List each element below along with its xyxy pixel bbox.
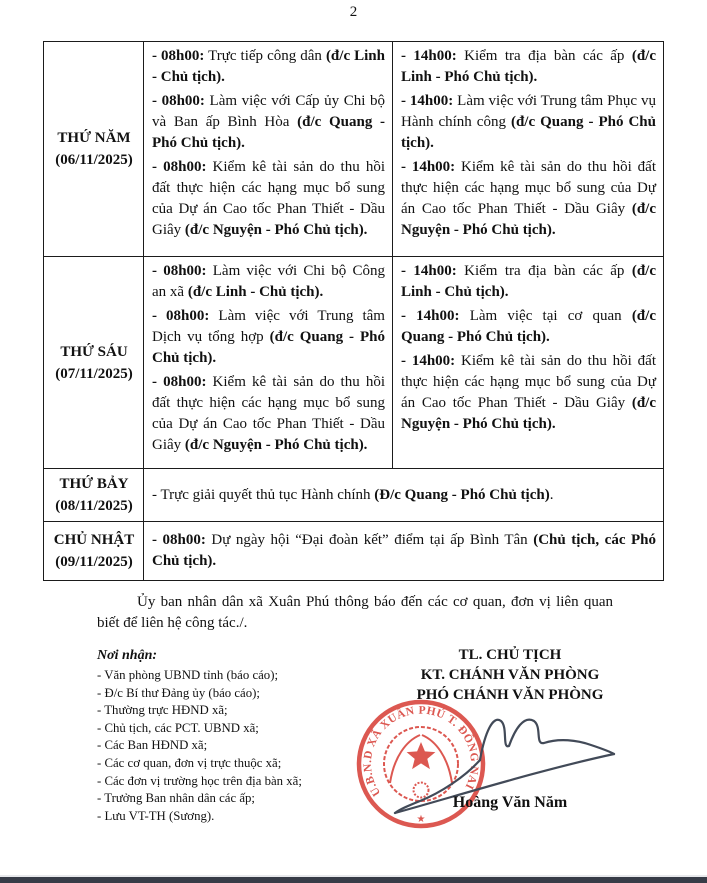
schedule-cell	[393, 257, 664, 469]
signature-title-line: PHÓ CHÁNH VĂN PHÒNG	[416, 687, 604, 703]
schedule-entry: - 14h00: Kiểm tra địa bàn các ấp (đ/c Linh - Phó Chủ tịch).	[401, 48, 656, 85]
signature-title-line: TL. CHỦ TỊCH	[458, 647, 562, 663]
schedule-entry: - 08h00: Làm việc với Trung tâm Dịch vụ tổng hợp (đ/c Quang - Phó Chủ tịch).	[152, 308, 386, 366]
seal-text: U.B.N.D XÃ XUÂN PHÚ T. ĐỒNG NAI	[361, 704, 481, 799]
schedule-cell	[144, 42, 393, 257]
schedule-cell	[144, 469, 664, 522]
schedule-table	[43, 41, 664, 581]
schedule-cell	[144, 522, 664, 581]
schedule-entry: - 08h00: Trực tiếp công dân (đ/c Linh - Chủ tịch).	[152, 48, 385, 85]
schedule-entry: - 08h00: Làm việc với Chi bộ Công an xã (đ/c Linh - Chủ tịch).	[152, 263, 385, 300]
table-row	[44, 469, 664, 522]
schedule-cell	[144, 257, 393, 469]
signer-name: Hoàng Văn Năm	[452, 794, 568, 811]
schedule-entry: - 14h00: Kiểm kê tài sản do thu hồi đất thực hiện các hạng mục bổ sung của Dự án Cao tốc Phan Thiết - Dầu Giây (đ/c Nguyện - Phó Chủ tịch).	[401, 353, 656, 432]
schedule-entry: - 14h00: Làm việc tại cơ quan (đ/c Quang - Phó Chủ tịch).	[401, 308, 656, 345]
signature-title-line: KT. CHÁNH VĂN PHÒNG	[420, 667, 600, 683]
table-row	[44, 522, 664, 581]
recipient-item: - Đ/c Bí thư Đảng ủy (báo cáo);	[97, 685, 260, 700]
recipient-item: - Văn phòng UBND tỉnh (báo cáo);	[97, 668, 279, 682]
recipient-item: - Lưu VT-TH (Sương).	[97, 808, 215, 823]
recipients-title: Nơi nhận:	[97, 648, 158, 663]
recipient-item: - Các Ban HĐND xã;	[97, 738, 208, 753]
recipients-block	[97, 647, 357, 825]
seal-star-glyph: ★	[416, 814, 426, 825]
handwritten-signature	[345, 685, 635, 840]
schedule-entry: - 14h00: Làm việc với Trung tâm Phục vụ Hành chính công (đ/c Quang - Phó Chủ tịch).	[401, 93, 656, 151]
schedule-entry: - 08h00: Kiểm kê tài sản do thu hồi đất thực hiện các hạng mục bổ sung của Dự án Cao tốc Phan Thiết - Dầu Giây (đ/c Nguyện - Phó Chủ tịch).	[152, 374, 385, 453]
recipient-item: - Các cơ quan, đơn vị trực thuộc xã;	[97, 755, 282, 770]
day-date: (06/11/2025)	[55, 152, 133, 168]
day-label: THỨ NĂM	[57, 130, 131, 146]
schedule-entry: - 14h00: Kiểm tra địa bàn các ấp (đ/c Linh - Chủ tịch).	[401, 263, 656, 300]
closing-paragraph: Ủy ban nhân dân xã Xuân Phú thông báo đến các cơ quan, đơn vị liên quan biết để liên hệ công tác./.	[97, 594, 613, 631]
recipient-item: - Trưởng Ban nhân dân các ấp;	[97, 791, 255, 806]
day-date: (08/11/2025)	[55, 498, 133, 514]
schedule-table-body	[44, 42, 664, 581]
schedule-entry: - 08h00: Dự ngày hội “Đại đoàn kết” điểm tại ấp Bình Tân (Chủ tịch, các Phó Chủ tịch).	[152, 532, 657, 569]
schedule-entry: - 14h00: Kiểm kê tài sản do thu hồi đất thực hiện các hạng mục bổ sung của Dự án Cao tốc Phan Thiết - Dầu Giây (đ/c Nguyện - Phó Chủ tịch).	[401, 159, 656, 238]
recipient-item: - Các đơn vị trường học trên địa bàn xã;	[97, 773, 302, 788]
day-date: (07/11/2025)	[55, 365, 133, 382]
day-cell	[44, 469, 144, 522]
schedule-entry: - 08h00: Làm việc với Cấp ủy Chi bộ và Ban ấp Bình Hòa (đ/c Quang - Phó Chủ tịch).	[152, 93, 386, 151]
day-label: CHỦ NHẬT	[53, 532, 135, 548]
page-number: 2	[349, 4, 358, 20]
recipient-item: - Thường trực HĐND xã;	[97, 703, 228, 718]
table-row	[44, 257, 664, 469]
day-cell	[44, 42, 144, 257]
day-label: THỨ SÁU	[60, 343, 128, 360]
recipient-item: - Chủ tịch, các PCT. UBND xã;	[97, 720, 259, 735]
schedule-entry: - 08h00: Kiểm kê tài sản do thu hồi đất thực hiện các hạng mục bổ sung của Dự án Cao tốc Phan Thiết - Dầu Giây (đ/c Nguyện - Phó Chủ tịch).	[152, 159, 385, 238]
table-row	[44, 42, 664, 257]
recipients-list	[97, 667, 357, 825]
day-date: (09/11/2025)	[55, 554, 133, 570]
bottom-bar	[0, 877, 707, 883]
day-cell	[44, 522, 144, 581]
day-label: THỨ BẢY	[59, 476, 129, 492]
schedule-cell	[393, 42, 664, 257]
day-cell	[44, 257, 144, 469]
schedule-entry: - Trực giải quyết thủ tục Hành chính (Đ/c Quang - Phó Chủ tịch).	[152, 486, 554, 503]
